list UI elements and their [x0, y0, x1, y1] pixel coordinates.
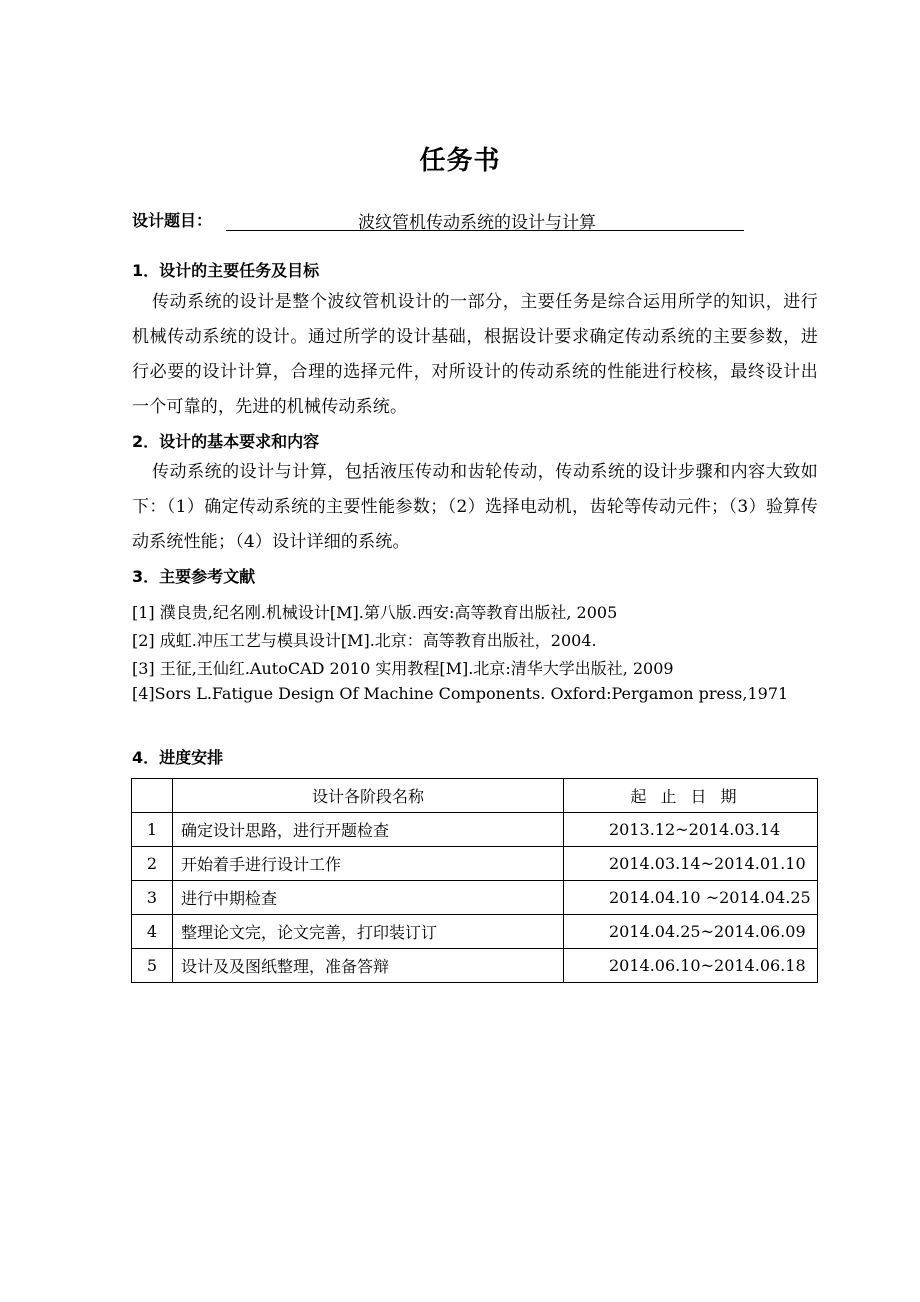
stage-name: 开始着手进行设计工作: [173, 847, 564, 881]
table-row: [132, 949, 818, 983]
table-header-row: [132, 779, 818, 813]
schedule-table: [131, 778, 818, 983]
section-2-paragraph: 传动系统的设计与计算，包括液压传动和齿轮传动，传动系统的设计步骤和内容大致如下：（1）确定传动系统的主要性能参数；（2）选择电动机，齿轮等传动元件；（3）验算传动系统性能；（4）设计详细的系统。: [132, 462, 818, 552]
stage-name: 进行中期检查: [173, 881, 564, 915]
stage-dates: 2014.06.10~2014.06.18: [564, 949, 818, 983]
stage-name: 整理论文完，论文完善，打印装订订: [173, 915, 564, 949]
stage-dates: 2014.03.14~2014.01.10: [564, 847, 818, 881]
table-row: [132, 881, 818, 915]
stage-dates: 2014.04.10 ~2014.04.25: [564, 881, 818, 915]
row-number: 4: [132, 915, 173, 949]
reference-item: [3] 王征,王仙红.AutoCAD 2010 实用教程[M].北京:清华大学出版社, 2009: [132, 659, 674, 678]
stage-name: 设计及及图纸整理，准备答辩: [173, 949, 564, 983]
design-topic: [132, 206, 744, 232]
page-title: 任务书: [419, 146, 501, 176]
design-topic-label: 设计题目：: [132, 211, 213, 230]
row-number: 5: [132, 949, 173, 983]
row-number: 3: [132, 881, 173, 915]
row-number: 2: [132, 847, 173, 881]
section-1-heading: 1．设计的主要任务及目标: [132, 261, 320, 280]
table-header-stage-name: 设计各阶段名称: [173, 779, 564, 813]
section-2-heading: 2．设计的基本要求和内容: [132, 432, 320, 451]
table-header-dates: 起止日期: [564, 779, 818, 813]
section-3-heading: 3．主要参考文献: [132, 567, 256, 586]
reference-item: [2] 成虹.冲压工艺与模具设计[M].北京：高等教育出版社，2004.: [132, 631, 597, 650]
reference-item: [4]Sors L.Fatigue Design Of Machine Components. Oxford:Pergamon press,1971: [132, 684, 789, 703]
stage-name: 确定设计思路，进行开题检查: [173, 813, 564, 847]
stage-dates: 2014.04.25~2014.06.09: [564, 915, 818, 949]
table-row: [132, 847, 818, 881]
stage-dates: 2013.12~2014.03.14: [564, 813, 818, 847]
table-row: [132, 813, 818, 847]
reference-item: [1] 濮良贵,纪名刚.机械设计[M].第八版.西安:高等教育出版社, 2005: [132, 603, 618, 622]
design-topic-value: 波纹管机传动系统的设计与计算: [358, 213, 596, 233]
table-header-number: [132, 779, 173, 813]
table-row: [132, 915, 818, 949]
row-number: 1: [132, 813, 173, 847]
section-1-paragraph: 传动系统的设计是整个波纹管机设计的一部分，主要任务是综合运用所学的知识，进行机械传动系统的设计。通过所学的设计基础，根据设计要求确定传动系统的主要参数，进行必要的设计计算，合理的选择元件，对所设计的传动系统的性能进行校核，最终设计出一个可靠的，先进的机械传动系统。: [132, 292, 818, 417]
section-4-heading: 4．进度安排: [132, 748, 224, 767]
